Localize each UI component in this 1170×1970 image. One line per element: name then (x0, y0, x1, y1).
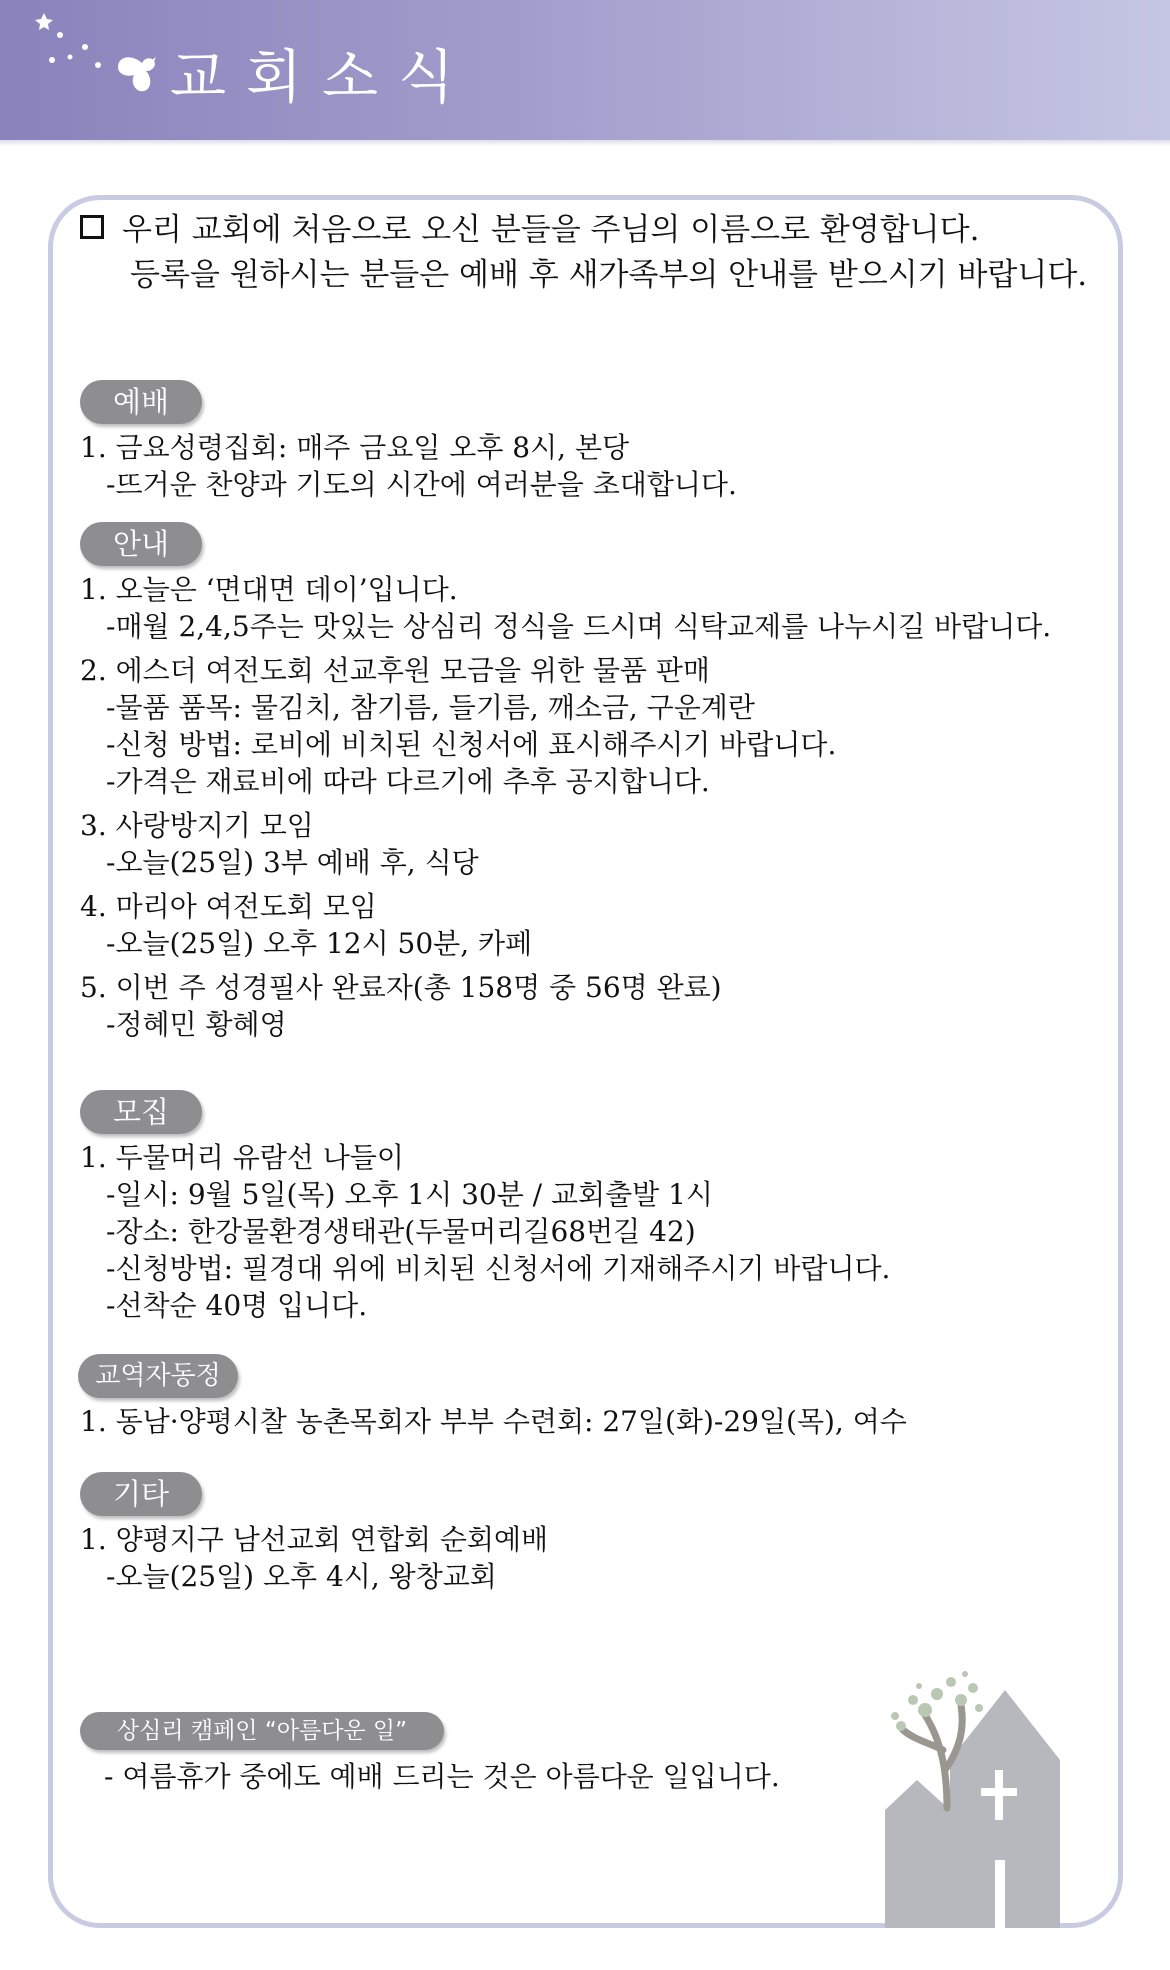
item-spacer (80, 881, 1051, 888)
item-spacer (80, 800, 1051, 807)
list-item-title: 1. 두물머리 유람선 나들이 (80, 1141, 404, 1174)
welcome-line-1: 우리 교회에 처음으로 오신 분들을 주님의 이름으로 환영합니다. (122, 212, 980, 248)
header-banner (0, 0, 1170, 140)
welcome-message (80, 208, 1087, 298)
list-item-detail: -정혜민 황혜영 (106, 1008, 287, 1041)
list-item-title: 1. 양평지구 남선교회 연합회 순회예배 (80, 1523, 549, 1556)
welcome-line-2: 등록을 원하시는 분들은 예배 후 새가족부의 안내를 받으시기 바랍니다. (130, 257, 1088, 293)
list-item-detail: -가격은 재료비에 따라 다르기에 추후 공지합니다. (106, 765, 710, 798)
page-title: 교회소식 (170, 43, 475, 111)
list-item-title: 1. 동남·양평시찰 농촌목회자 부부 수련회: 27일(화)-29일(목), 여수 (80, 1405, 907, 1438)
list-item-detail: -신청 방법: 로비에 비치된 신청서에 표시해주시기 바랍니다. (106, 728, 837, 761)
church-tree-icon (855, 1660, 1095, 1930)
list-item-detail: -물품 품목: 물김치, 참기름, 들기름, 깨소금, 구운계란 (106, 691, 755, 724)
list-item-detail: -매월 2,4,5주는 맛있는 상심리 정식을 드시며 식탁교제를 나누시길 바랍니다. (106, 610, 1052, 643)
list-item-detail: -선착순 40명 입니다. (106, 1289, 368, 1322)
section-etc (80, 1521, 548, 1595)
list-item-detail: -장소: 한강물환경생태관(두물머리길68번길 42) (106, 1215, 696, 1248)
list-item-title: 4. 마리아 여전도회 모임 (80, 890, 377, 923)
section-label-notice: 안내 (80, 522, 202, 566)
campaign-text: - 여름휴가 중에도 예배 드리는 것은 아름다운 일입니다. (104, 1760, 780, 1793)
list-item-title: 3. 사랑방지기 모임 (80, 809, 314, 842)
list-item-detail: -일시: 9월 5일(목) 오후 1시 30분 / 교회출발 1시 (106, 1178, 713, 1211)
checkbox-square-icon (80, 215, 104, 239)
list-item-detail: -뜨거운 찬양과 기도의 시간에 여러분을 초대합니다. (106, 468, 737, 501)
list-item-title: 2. 에스더 여전도회 선교후원 모금을 위한 물품 판매 (80, 654, 710, 687)
list-item-detail: -신청방법: 필경대 위에 비치된 신청서에 기재해주시기 바랍니다. (106, 1252, 891, 1285)
header-divider (0, 140, 1170, 146)
item-spacer (80, 962, 1051, 969)
section-label-recruit: 모집 (80, 1090, 202, 1134)
item-spacer (80, 645, 1051, 652)
list-item-detail: -오늘(25일) 3부 예배 후, 식당 (106, 846, 479, 879)
list-item-detail: -오늘(25일) 오후 12시 50분, 카페 (106, 927, 533, 960)
sparkle-star-icon (30, 5, 160, 105)
section-worship (80, 429, 737, 503)
list-item-title: 5. 이번 주 성경필사 완료자(총 158명 중 56명 완료) (80, 971, 722, 1004)
list-item-detail: -오늘(25일) 오후 4시, 왕창교회 (106, 1560, 497, 1593)
list-item-title: 1. 오늘은 ‘면대면 데이’입니다. (80, 573, 458, 606)
section-label-worship: 예배 (80, 380, 202, 424)
section-recruit (80, 1139, 890, 1324)
section-label-etc: 기타 (80, 1472, 202, 1516)
section-notice (80, 571, 1051, 1043)
list-item-title: 1. 금요성령집회: 매주 금요일 오후 8시, 본당 (80, 431, 630, 464)
section-ministers (80, 1403, 907, 1440)
section-label-ministers: 교역자동정 (78, 1354, 238, 1398)
campaign-label: 상심리 캠페인 “아름다운 일” (80, 1712, 444, 1750)
